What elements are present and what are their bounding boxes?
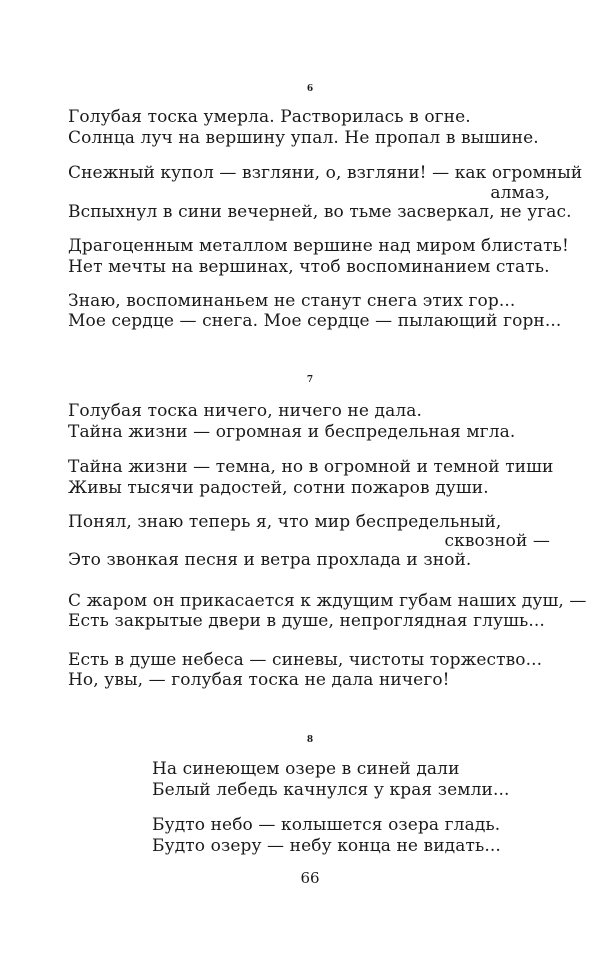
poem-line: Тайна жизни — огромная и беспредельная мгла. — [68, 422, 516, 442]
poem-line: Снежный купол — взгляни, о, взгляни! — как огромный — [68, 163, 583, 183]
poem-line: Будто озеру — небу конца не видать... — [152, 836, 501, 856]
page-number: 66 — [300, 869, 320, 887]
poem-line: Голубая тоска умерла. Растворилась в огне. — [68, 107, 471, 127]
poem-line: Солнца луч на вершину упал. Не пропал в вышине. — [68, 128, 539, 148]
poem-line: Будто небо — колышется озера гладь. — [152, 815, 501, 835]
poem-line: На синеющем озере в синей дали — [152, 759, 460, 779]
poem-line: Голубая тоска ничего, ничего не дала. — [68, 401, 422, 421]
poem-line: Но, увы, — голубая тоска не дала ничего! — [68, 670, 450, 690]
poem-line: Белый лебедь качнулся у края земли... — [152, 780, 510, 800]
poem-line: Есть закрытые двери в душе, непроглядная глушь... — [68, 611, 545, 631]
poem-line: Есть в душе небеса — синевы, чистоты торжество... — [68, 650, 543, 670]
poem-line: Мое сердце — снега. Мое сердце — пылающий горн... — [68, 311, 562, 331]
poem-line: Живы тысячи радостей, сотни пожаров души. — [68, 478, 489, 498]
poem-line: Драгоценным металлом вершине над миром блистать! — [68, 236, 569, 256]
poem-line: С жаром он прикасается к ждущим губам наших душ, — — [68, 591, 587, 611]
poem-line: Нет мечты на вершинах, чтоб воспоминанием стать. — [68, 257, 550, 277]
poem-line: Вспыхнул в сини вечерней, во тьме засверкал, не угас. — [68, 202, 572, 222]
poem-line: Знаю, воспоминаньем не станут снега этих гор... — [68, 291, 516, 311]
poem-number: 7 — [306, 375, 314, 385]
poem-line-continuation: алмаз, — [490, 183, 550, 203]
poem-line: Тайна жизни — темна, но в огромной и темной тиши — [68, 457, 554, 477]
poem-line-continuation: сквозной — — [444, 531, 550, 551]
poem-number: 8 — [306, 735, 314, 745]
poem-number: 6 — [306, 84, 314, 94]
poem-line: Это звонкая песня и ветра прохлада и зной. — [68, 550, 472, 570]
poem-line: Понял, знаю теперь я, что мир беспредельный, — [68, 512, 502, 532]
